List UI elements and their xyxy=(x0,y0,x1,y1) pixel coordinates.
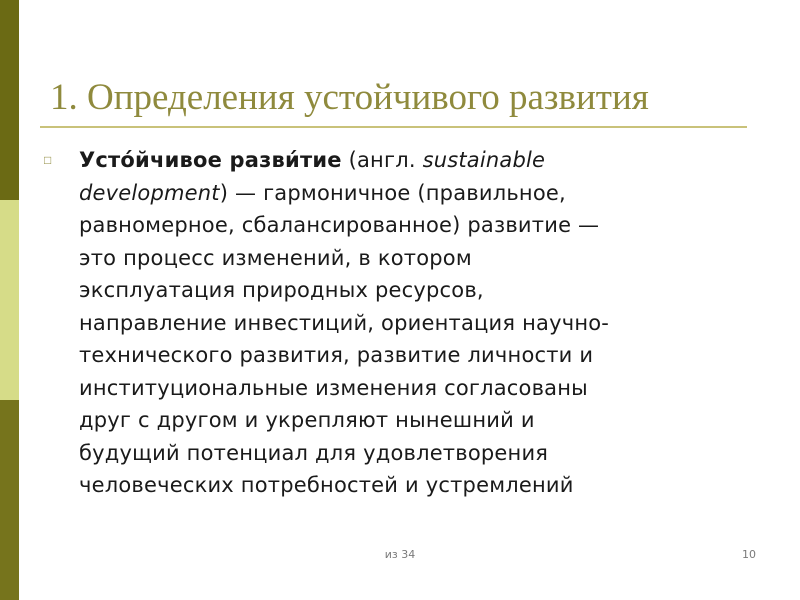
sidebar-accent-bar xyxy=(0,0,19,600)
definition-line-2 xyxy=(79,177,759,210)
definition-line: равномерное, сбалансированное) развитие — xyxy=(79,213,600,237)
definition-line: институциональные изменения согласованы xyxy=(79,375,588,400)
definition-term: Усто́йчивое разви́тие xyxy=(79,148,342,172)
sidebar-segment-top xyxy=(0,0,19,200)
page-number: 10 xyxy=(742,548,756,561)
definition-line: эксплуатация природных ресурсов, xyxy=(79,278,484,302)
english-term-part-2: development xyxy=(79,180,220,205)
sidebar-segment-middle xyxy=(0,200,19,400)
title-divider xyxy=(40,126,747,128)
definition-line: человеческих потребностей и устремлений xyxy=(79,473,574,497)
definition-line: это процесс изменений, в котором xyxy=(79,245,472,270)
definition-line: будущий потенциал для удовлетворения xyxy=(79,440,549,465)
slide-title: 1. Определения устойчивого развития xyxy=(50,77,649,118)
definition-line: друг с другом и укрепляют нынешний и xyxy=(79,408,535,432)
definition-paragraph xyxy=(79,144,759,502)
slide-count-footer: из 34 xyxy=(384,548,416,561)
definition-line-1 xyxy=(79,144,759,177)
square-bullet-icon: □ xyxy=(44,153,52,167)
sidebar-segment-bottom xyxy=(0,400,19,600)
english-term-part-1: sustainable xyxy=(422,148,546,172)
open-paren-text: (англ. xyxy=(341,148,423,172)
definition-line: технического развития, развитие личности и xyxy=(79,343,594,367)
definition-line: направление инвестиций, ориентация научно- xyxy=(79,310,610,335)
definition-line-2-text: ) — гармоничное (правильное, xyxy=(219,180,566,205)
